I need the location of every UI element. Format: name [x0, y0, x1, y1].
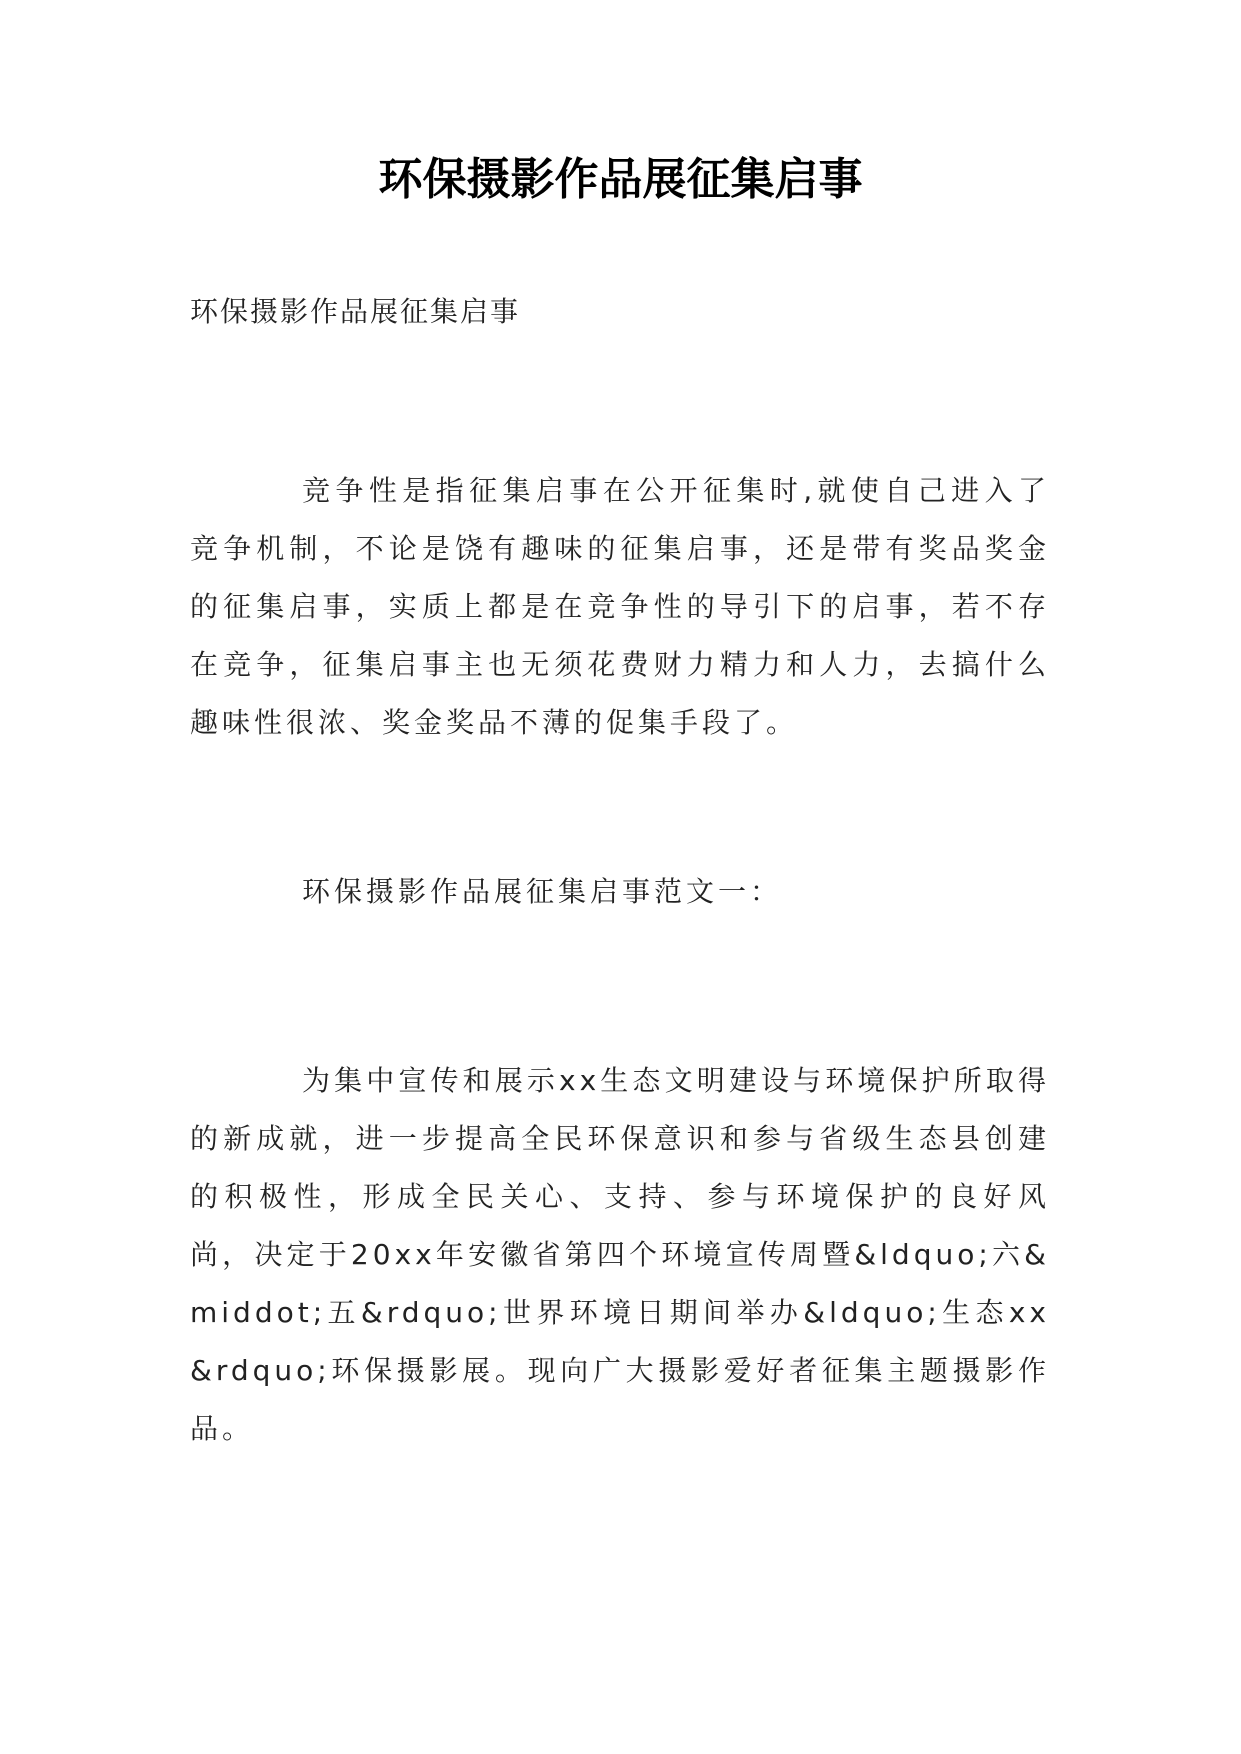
page-title: 环保摄影作品展征集启事 [378, 154, 863, 205]
paragraph-intro: 竞争性是指征集启事在公开征集时,就使自己进入了竞争机制，不论是饶有趣味的征集启事，还是带有奖品奖金的征集启事，实质上都是在竞争性的导引下的启事，若不存在竞争，征集启事主也无须花费财力精力和人力，去搞什么趣味性很浓、奖金奖品不薄的促集手段了。 [190, 474, 1050, 739]
paragraph-sample-body: 为集中宣传和展示xx生态文明建设与环境保护所取得的新成就，进一步提高全民环保意识和参与省级生态县创建的积极性，形成全民关心、支持、参与环境保护的良好风尚，决定于20xx年安徽省第四个环境宣传周暨&ldquo;六&middot;五&rdquo;世界环境日期间举办&ldquo;生态xx&rdquo;环保摄影展。现向广大摄影爱好者征集主题摄影作品。 [190, 1064, 1050, 1445]
document-subtitle: 环保摄影作品展征集启事 [190, 295, 521, 328]
paragraph-sample-heading: 环保摄影作品展征集启事范文一： [302, 875, 783, 908]
